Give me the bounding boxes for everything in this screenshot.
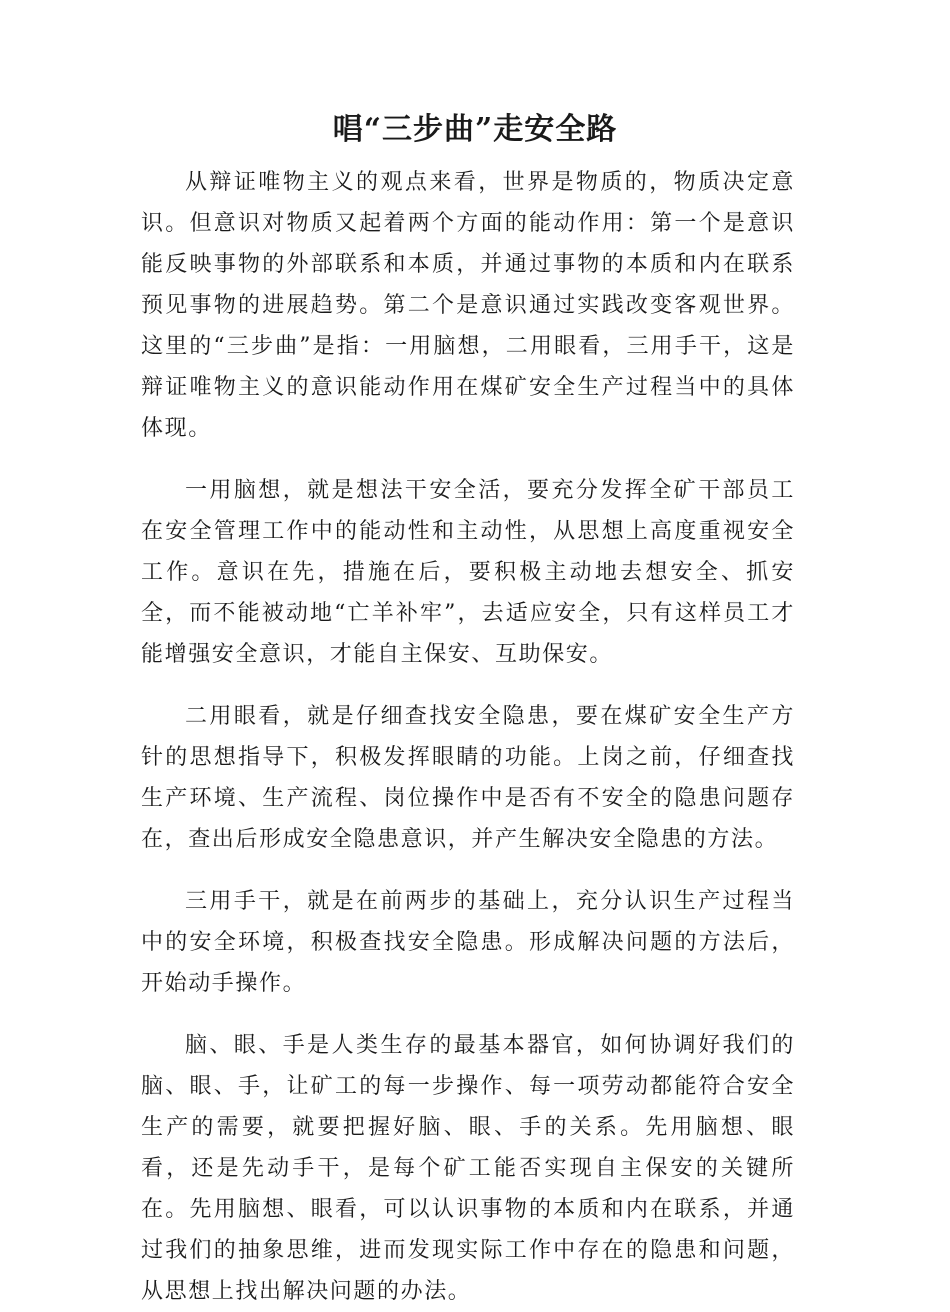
paragraph-look: 二用眼看，就是仔细查找安全隐患，要在煤矿安全生产方针的思想指导下，积极发挥眼睛的功能。上岗之前，仔细查找生产环境、生产流程、岗位操作中是否有不安全的隐患问题存在，查出后形成安全隐患意识，并产生解决安全隐患的方法。 — [141, 704, 795, 852]
paragraph-intro: 从辩证唯物主义的观点来看，世界是物质的，物质决定意识。但意识对物质又起着两个方面的能动作用：第一个是意识能反映事物的外部联系和本质，并通过事物的本质和内在联系预见事物的进展趋势。第二个是意识通过实践改变客观世界。这里的“三步曲”是指：一用脑想，二用眼看，三用手干，这是辩证唯物主义的意识能动作用在煤矿安全生产过程当中的具体体现。 — [141, 170, 795, 441]
paragraph-do: 三用手干，就是在前两步的基础上，充分认识生产过程当中的安全环境，积极查找安全隐患。形成解决问题的方法后，开始动手操作。 — [141, 889, 795, 996]
document-body — [141, 162, 795, 1312]
document-title: 唱“三步曲”走安全路 — [332, 112, 618, 147]
paragraph-think: 一用脑想，就是想法干安全活，要充分发挥全矿干部员工在安全管理工作中的能动性和主动性，从思想上高度重视安全工作。意识在先，措施在后，要积极主动地去想安全、抓安全，而不能被动地“亡羊补牢”，去适应安全，只有这样员工才能增强安全意识，才能自主保安、互助保安。 — [141, 478, 795, 667]
paragraph-coordination: 脑、眼、手是人类生存的最基本器官，如何协调好我们的脑、眼、手，让矿工的每一步操作、每一项劳动都能符合安全生产的需要，就要把握好脑、眼、手的关系。先用脑想、眼看，还是先动手干，是每个矿工能否实现自主保安的关键所在。先用脑想、眼看，可以认识事物的本质和内在联系，并通过我们的抽象思维，进而发现实际工作中存在的隐患和问题，从思想上找出解决问题的办法。 — [141, 1033, 795, 1304]
